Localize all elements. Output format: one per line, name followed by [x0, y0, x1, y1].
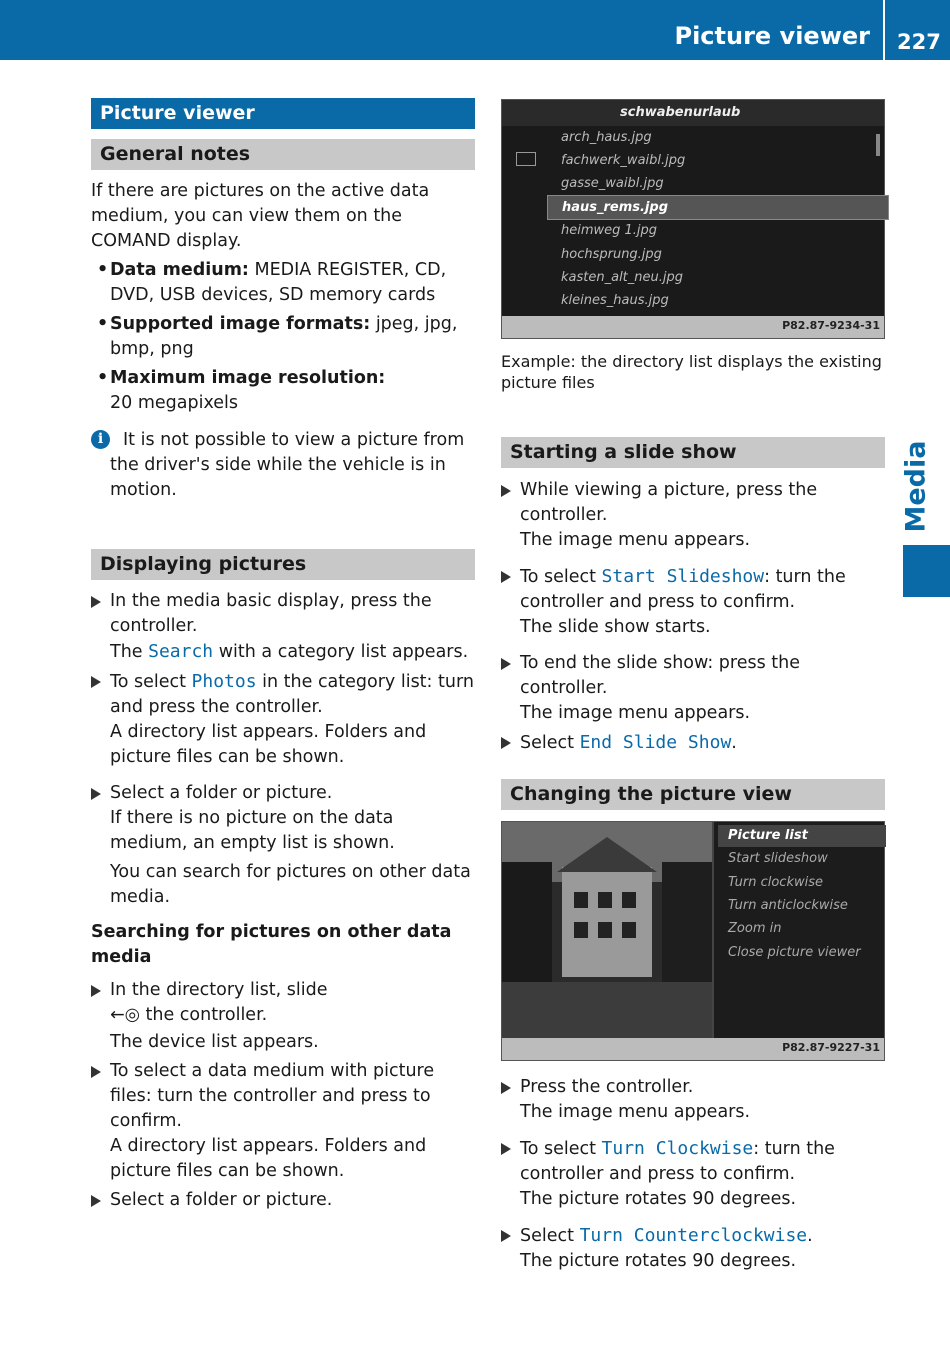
directory-screenshot: [501, 99, 885, 339]
searching-heading: Searching for pictures on other data media: [91, 922, 452, 967]
image-menu: [712, 822, 884, 1038]
figure-code: P82.87-9227-31: [502, 1038, 884, 1060]
list-item: haus_rems.jpg: [547, 195, 889, 220]
arrow-icon: [91, 596, 101, 608]
page-header: [0, 0, 950, 60]
arrow-icon: [501, 658, 511, 670]
arrow-icon: [91, 1066, 101, 1078]
side-tab: [903, 545, 950, 597]
figure-caption: Example: the directory list displays the existing picture files: [501, 352, 882, 392]
arrow-icon: [501, 1082, 511, 1094]
list-item: • Data medium: MEDIA REGISTER, CD, DVD, USB devices, SD memory cards: [91, 258, 475, 308]
list-item: • Maximum image resolution: 20 megapixels: [91, 366, 475, 416]
menu-item: Turn clockwise: [728, 875, 823, 890]
step-item: While viewing a picture, press the controller. The image menu appears.: [501, 478, 885, 553]
info-icon: i: [91, 430, 110, 449]
general-notes-intro: If there are pictures on the active data medium, you can view them on the COMAND display.: [91, 181, 430, 251]
changing-section: [501, 779, 885, 810]
picture-viewer-screenshot: [501, 821, 885, 1061]
step-item: Select a folder or picture. If there is no picture on the data medium, an empty list is shown. You can search for pictures on other data media.: [91, 781, 475, 910]
list-item: heimweg 1.jpg: [561, 223, 658, 238]
step-item: Select End Slide Show.: [501, 730, 885, 756]
general-notes-heading: General notes: [91, 139, 475, 170]
displaying-section: [91, 549, 475, 1213]
device-icon: [516, 152, 536, 166]
section-title: Picture viewer: [91, 98, 475, 129]
arrow-icon: [501, 737, 511, 749]
list-item: arch_haus.jpg: [561, 130, 652, 145]
list-item: • Supported image formats: jpeg, jpg, bmp, png: [91, 312, 475, 362]
step-item: In the directory list, slide ←◎ the controller. The device list appears.: [91, 978, 475, 1055]
menu-item: Picture list: [718, 825, 886, 847]
step-item: To select a data medium with picture files: turn the controller and press to confirm. A directory list appears. Folders and picture files can be shown.: [91, 1059, 475, 1184]
slideshow-heading: Starting a slide show: [501, 437, 885, 468]
displaying-heading: Displaying pictures: [91, 549, 475, 580]
info-note: i It is not possible to view a picture from the driver's side while the vehicle is in motion.: [91, 428, 475, 503]
list-item: gasse_waibl.jpg: [561, 176, 664, 191]
right-column: [501, 351, 885, 393]
step-item: Select a folder or picture.: [91, 1188, 475, 1213]
arrow-icon: [91, 1195, 101, 1207]
step-item: To select Photos in the category list: turn and press the controller. A directory list appears. Folders and picture files can be shown.: [91, 669, 475, 770]
page-number: 227: [897, 30, 941, 54]
step-item: Press the controller. The image menu appears.: [501, 1075, 885, 1125]
menu-item: Close picture viewer: [728, 945, 861, 960]
step-item: In the media basic display, press the controller. The Search with a category list appears.: [91, 589, 475, 665]
left-column: [91, 98, 475, 503]
folder-header: schwabenurlaub: [502, 100, 884, 126]
step-item: To end the slide show: press the controller. The image menu appears.: [501, 651, 885, 726]
step-item: Select Turn Counterclockwise. The picture rotates 90 degrees.: [501, 1223, 885, 1274]
house-photo: [502, 822, 714, 1038]
arrow-icon: [91, 788, 101, 800]
list-item: kasten_alt_neu.jpg: [561, 270, 684, 285]
slideshow-section: [501, 437, 885, 756]
header-divider: [883, 0, 885, 60]
header-title: Picture viewer: [674, 22, 870, 50]
arrow-icon: [501, 1143, 511, 1155]
menu-item: Zoom in: [728, 921, 782, 936]
list-item: kleines_haus.jpg: [561, 293, 669, 308]
menu-item: Turn anticlockwise: [728, 898, 848, 913]
list-item: hochsprung.jpg: [561, 247, 662, 262]
scrollbar: [876, 134, 880, 156]
step-item: To select Start Slideshow: turn the controller and press to confirm. The slide show starts.: [501, 564, 885, 640]
step-item: To select Turn Clockwise: turn the controller and press to confirm. The picture rotates 90 degrees.: [501, 1136, 885, 1212]
changing-heading: Changing the picture view: [501, 779, 885, 810]
arrow-icon: [91, 676, 101, 688]
side-tab-label: Media: [900, 440, 932, 533]
menu-item: Start slideshow: [728, 851, 828, 866]
changing-steps: [501, 1075, 885, 1274]
arrow-icon: [501, 571, 511, 583]
arrow-icon: [501, 1230, 511, 1242]
arrow-icon: [501, 485, 511, 497]
figure-code: P82.87-9234-31: [502, 316, 884, 338]
list-item: fachwerk_waibl.jpg: [561, 153, 686, 168]
arrow-icon: [91, 985, 101, 997]
